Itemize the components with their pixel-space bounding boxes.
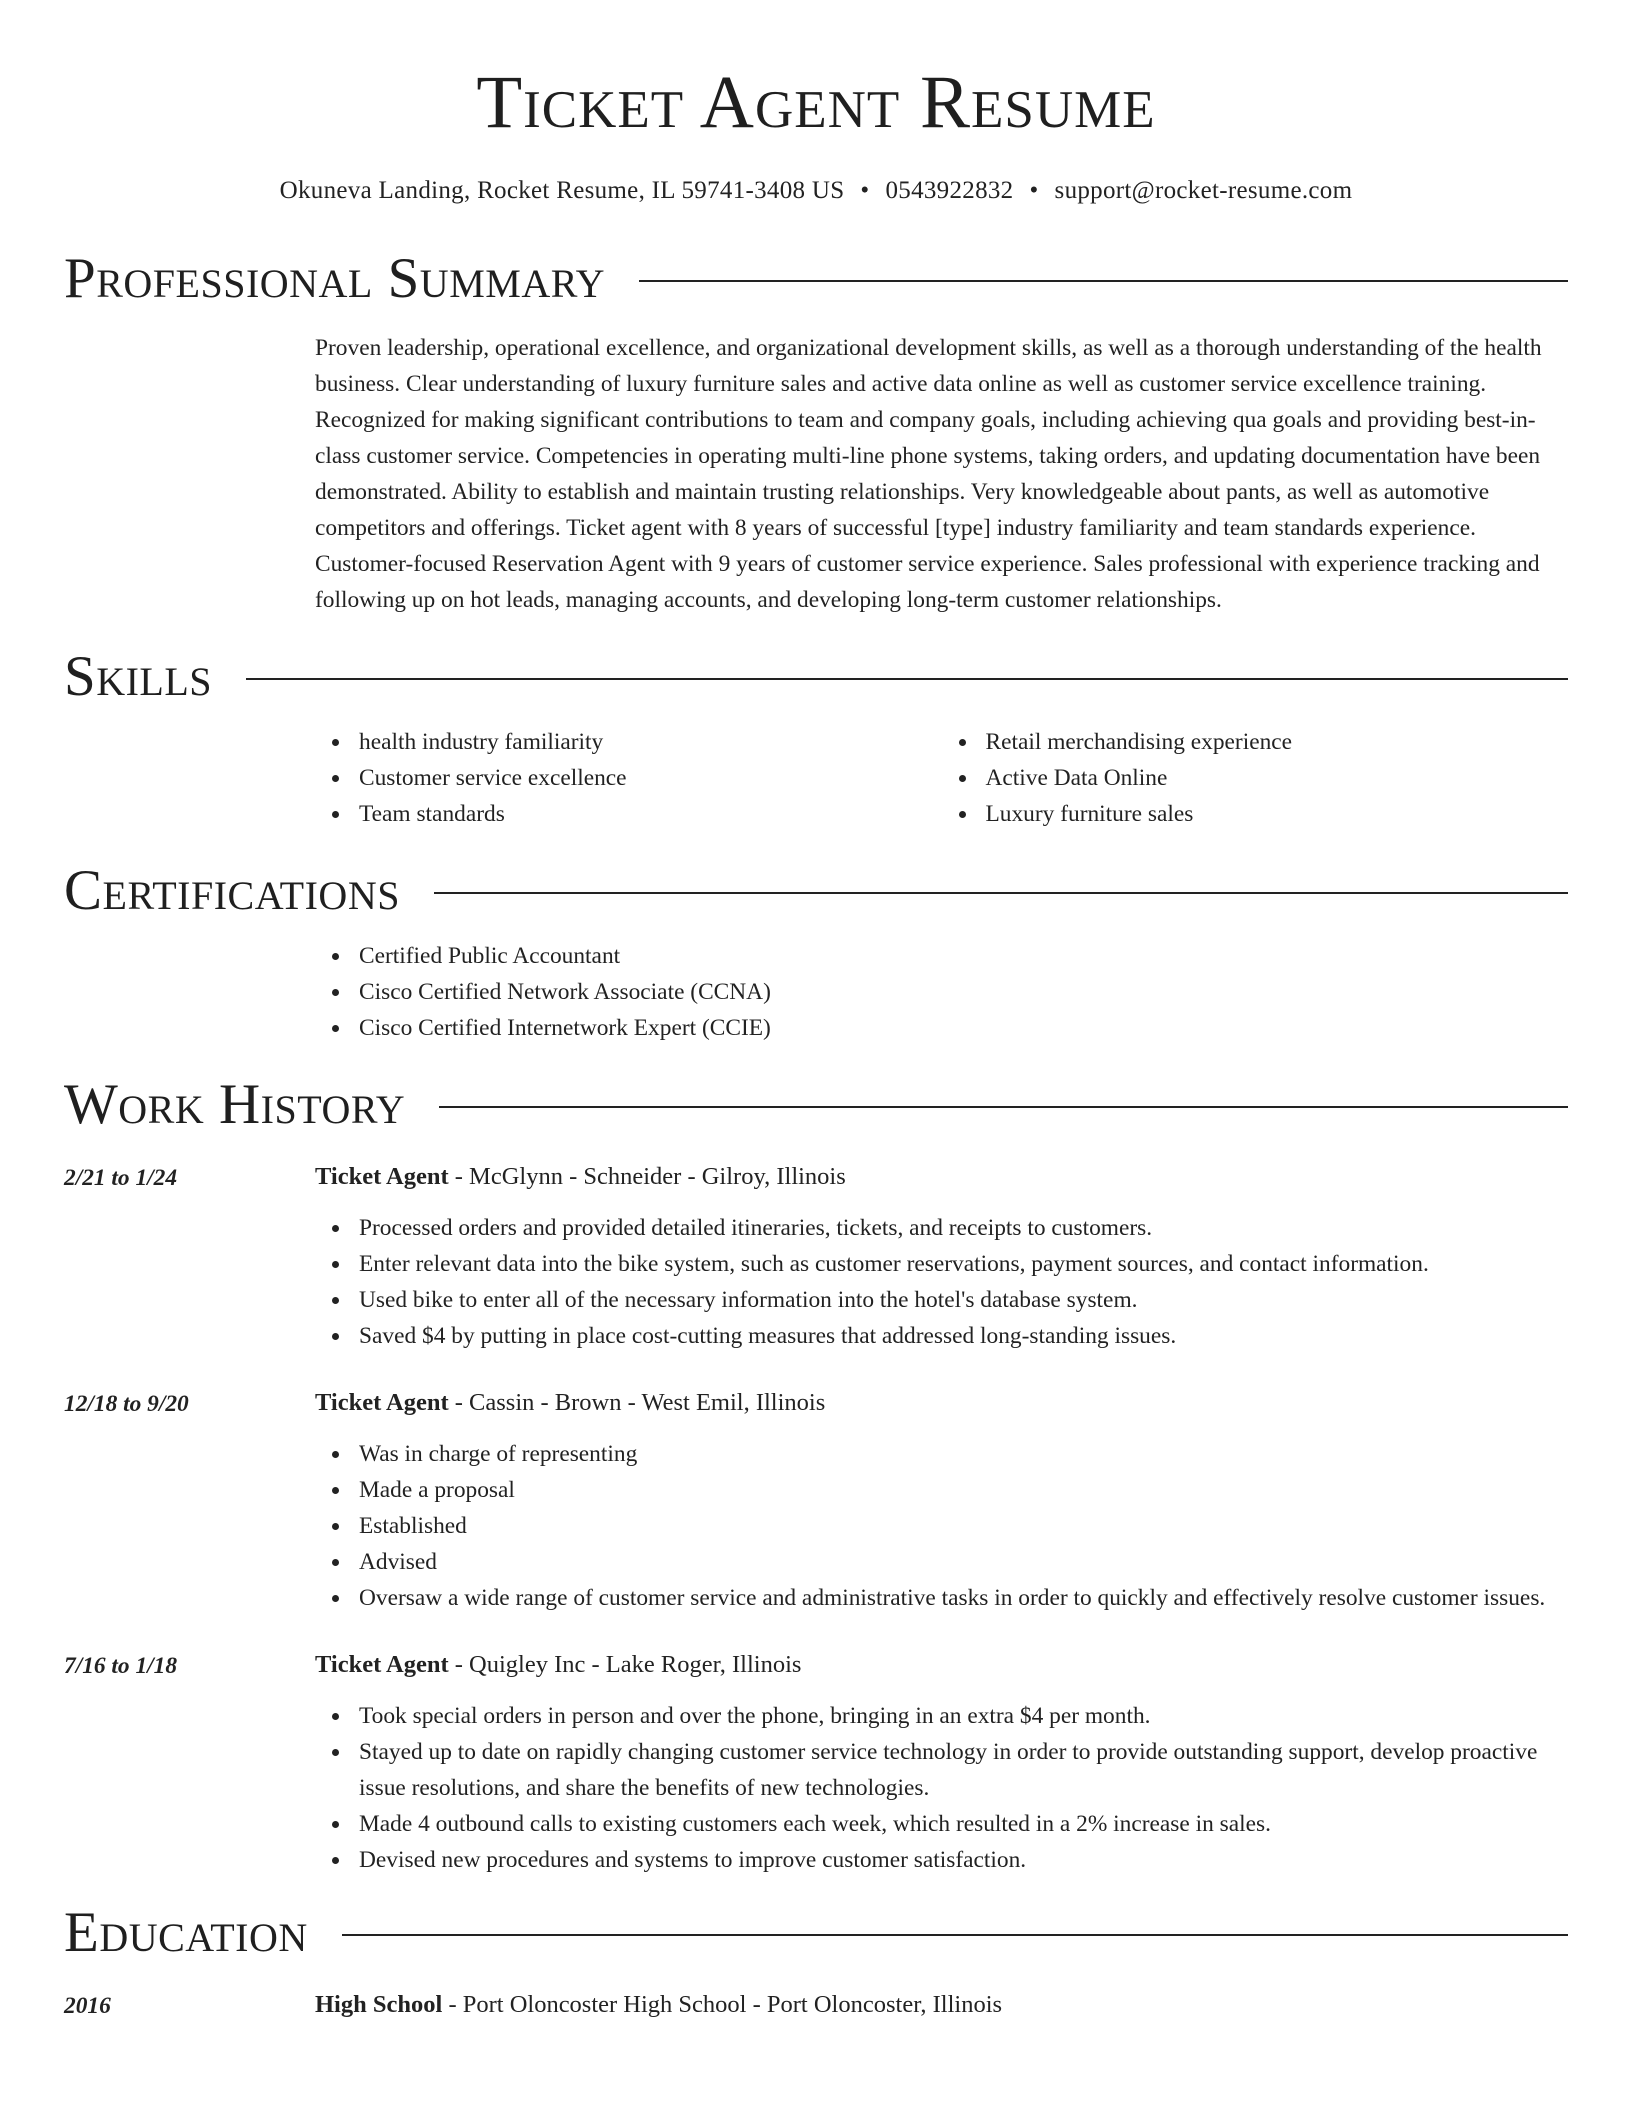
list-item: Advised	[359, 1544, 1568, 1580]
list-item: Processed orders and provided detailed itineraries, tickets, and receipts to customers.	[359, 1210, 1568, 1246]
job-details: - Quigley Inc - Lake Roger, Illinois	[448, 1651, 802, 1678]
section-title: Work History	[64, 1073, 406, 1136]
list-item: Enter relevant data into the bike system, such as customer reservations, payment sources, and contact information.	[359, 1246, 1568, 1282]
job-date: 2/21 to 1/24	[64, 1165, 178, 1191]
list-item: Retail merchandising experience	[986, 724, 1569, 760]
section-title: Certifications	[64, 859, 400, 922]
certifications-list	[315, 938, 1568, 1046]
job-details: - McGlynn - Schneider - Gilroy, Illinois	[448, 1163, 846, 1190]
phone: 0543922832	[885, 177, 1014, 204]
list-item: Made a proposal	[359, 1472, 1568, 1508]
section-header	[64, 646, 1568, 708]
list-item: Devised new procedures and systems to improve customer satisfaction.	[359, 1842, 1568, 1878]
list-item: Team standards	[359, 796, 942, 832]
skills-column-right	[942, 724, 1569, 832]
list-item: Oversaw a wide range of customer service and administrative tasks in order to quickly and effectively resolve customer issues.	[359, 1580, 1568, 1616]
job-heading	[315, 1384, 1568, 1422]
skills-section	[64, 646, 1568, 832]
certifications-section	[64, 860, 1568, 1046]
list-item: Established	[359, 1508, 1568, 1544]
job-title: Ticket Agent	[315, 1389, 449, 1416]
section-header	[64, 1074, 1568, 1136]
list-item: health industry familiarity	[359, 724, 942, 760]
summary-text: Proven leadership, operational excellence, and organizational development skills, as well as a thorough understanding of the health business. Clear understanding of luxury furniture sales and active data online as well as customer service excellence training. Recognized for making significant contributions to team and company goals, including achieving qua goals and providing best-in-class customer service. Competencies in operating multi-line phone systems, taking orders, and updating documentation have been demonstrated. Ability to establish and maintain trusting relationships. Very knowledgeable about pants, as well as automotive competitors and offerings. Ticket agent with 8 years of successful [type] industry familiarity and team standards experience. Customer-focused Reservation Agent with 9 years of customer service experience. Sales professional with experience tracking and following up on hot leads, managing accounts, and developing long-term customer relationships.	[315, 335, 1542, 613]
section-title: Professional Summary	[64, 247, 606, 310]
skills-column-left	[315, 724, 942, 832]
section-divider	[342, 1934, 1568, 1936]
list-item: Used bike to enter all of the necessary information into the hotel's database system.	[359, 1282, 1568, 1318]
skills-list	[315, 724, 1568, 832]
job-details: - Cassin - Brown - West Emil, Illinois	[448, 1389, 826, 1416]
list-item: Was in charge of representing	[359, 1436, 1568, 1472]
job-date: 7/16 to 1/18	[64, 1653, 178, 1679]
work-history-section	[64, 1074, 1568, 1878]
education-entry	[64, 1986, 1568, 2024]
section-title: Skills	[64, 645, 213, 708]
degree: High School	[315, 1991, 443, 2018]
list-item: Certified Public Accountant	[359, 938, 1568, 974]
list-item: Active Data Online	[986, 760, 1569, 796]
job-entry	[64, 1646, 1568, 1878]
job-bullets	[315, 1698, 1568, 1878]
education-section	[64, 1902, 1568, 2024]
list-item: Customer service excellence	[359, 760, 942, 796]
separator: •	[1029, 177, 1039, 204]
section-divider	[434, 892, 1568, 894]
list-item: Saved $4 by putting in place cost-cutting measures that addressed long-standing issues.	[359, 1318, 1568, 1354]
education-date: 2016	[64, 1993, 111, 2019]
education-details: - Port Oloncoster High School - Port Oloncoster, Illinois	[442, 1991, 1003, 2018]
section-header	[64, 1902, 1568, 1964]
job-date: 12/18 to 9/20	[64, 1391, 189, 1417]
address: Okuneva Landing, Rocket Resume, IL 59741-3408 US	[279, 177, 845, 204]
section-header	[64, 860, 1568, 922]
list-item: Luxury furniture sales	[986, 796, 1569, 832]
job-heading	[315, 1158, 1568, 1196]
separator: •	[860, 177, 870, 204]
job-title: Ticket Agent	[315, 1651, 449, 1678]
email: support@rocket-resume.com	[1054, 177, 1353, 204]
section-title: Education	[64, 1901, 308, 1964]
list-item: Cisco Certified Network Associate (CCNA)	[359, 974, 1568, 1010]
job-title: Ticket Agent	[315, 1163, 449, 1190]
summary-section	[64, 248, 1568, 618]
section-divider	[639, 280, 1568, 282]
job-entry	[64, 1384, 1568, 1616]
job-heading	[315, 1646, 1568, 1684]
job-entry	[64, 1158, 1568, 1354]
section-header	[64, 248, 1568, 310]
education-heading	[315, 1986, 1568, 2024]
list-item: Cisco Certified Internetwork Expert (CCIE)	[359, 1010, 1568, 1046]
resume-title: Ticket Agent Resume	[476, 61, 1156, 144]
contact-line	[64, 176, 1568, 206]
list-item: Stayed up to date on rapidly changing customer service technology in order to provide outstanding support, develop proactive issue resolutions, and share the benefits of new technologies.	[359, 1734, 1568, 1806]
list-item: Made 4 outbound calls to existing customers each week, which resulted in a 2% increase in sales.	[359, 1806, 1568, 1842]
section-divider	[246, 678, 1568, 680]
job-bullets	[315, 1436, 1568, 1616]
list-item: Took special orders in person and over the phone, bringing in an extra $4 per month.	[359, 1698, 1568, 1734]
job-bullets	[315, 1210, 1568, 1354]
section-divider	[439, 1106, 1568, 1108]
